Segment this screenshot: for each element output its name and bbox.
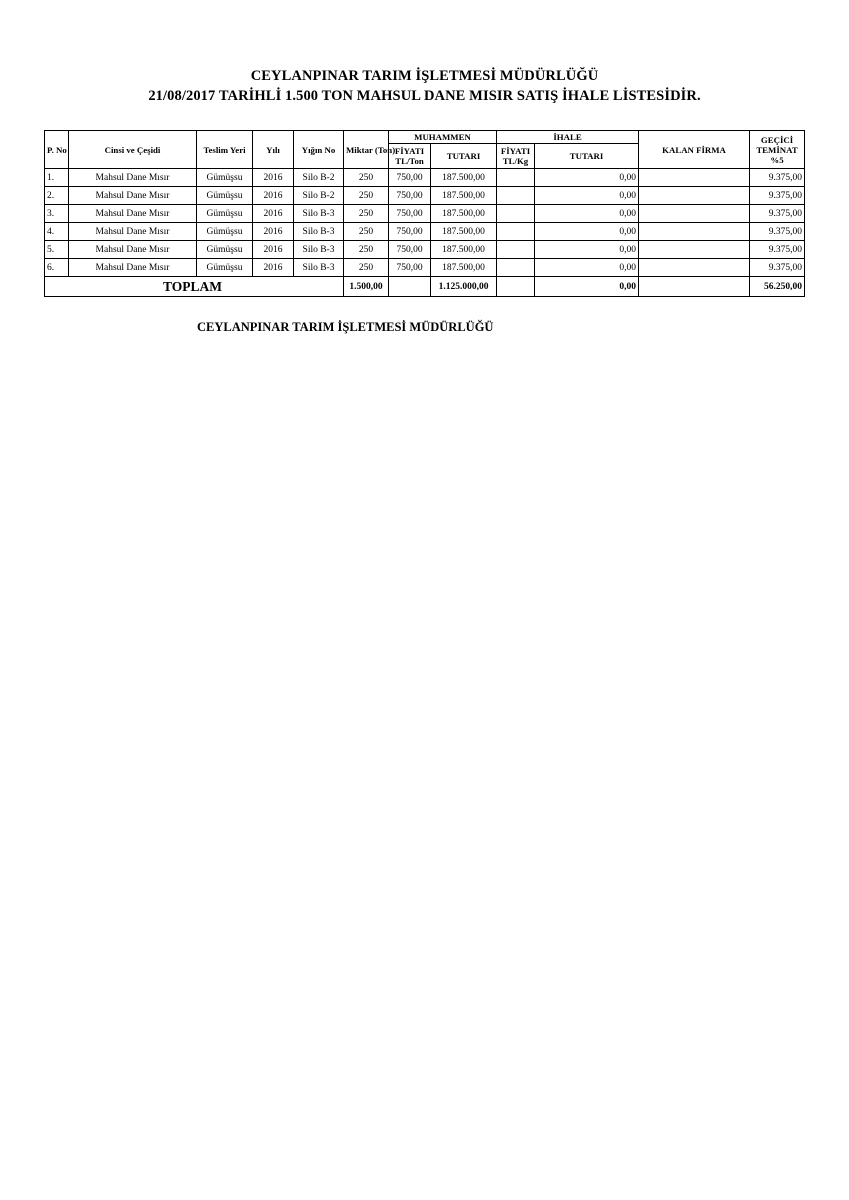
header-kalan-firma: KALAN FİRMA <box>639 131 750 169</box>
header-muhammen-tutari: TUTARI <box>431 144 497 169</box>
row-cinsi: Mahsul Dane Mısır <box>69 241 197 259</box>
row-ihale-tutar: 0,00 <box>535 187 639 205</box>
row-yil: 2016 <box>253 241 294 259</box>
row-cinsi: Mahsul Dane Mısır <box>69 187 197 205</box>
row-teminat: 9.375,00 <box>750 241 805 259</box>
signature-organization: CEYLANPINAR TARIM İŞLETMESİ MÜDÜRLÜĞÜ <box>197 320 494 334</box>
row-teminat: 9.375,00 <box>750 259 805 277</box>
row-teslim: Gümüşsu <box>197 169 253 187</box>
total-ihale-tutar: 0,00 <box>535 277 639 297</box>
row-teslim: Gümüşsu <box>197 205 253 223</box>
header-yili: Yılı <box>253 131 294 169</box>
header-cinsi: Cinsi ve Çeşidi <box>69 131 197 169</box>
header-yigin-no: Yığın No <box>294 131 344 169</box>
header-muhammen: MUHAMMEN <box>389 131 497 144</box>
table-row <box>45 187 805 205</box>
row-ihale-fiyat <box>497 205 535 223</box>
row-yigin: Silo B-2 <box>294 187 344 205</box>
row-muhammen-tutar: 187.500,00 <box>431 259 497 277</box>
header-ihale-fiyati: FİYATI TL/Kg <box>497 144 535 169</box>
total-ihale-fiyat <box>497 277 535 297</box>
table-row <box>45 205 805 223</box>
table-row <box>45 241 805 259</box>
row-kalan-firma <box>639 169 750 187</box>
row-teslim: Gümüşsu <box>197 223 253 241</box>
table-row <box>45 223 805 241</box>
row-yil: 2016 <box>253 223 294 241</box>
row-ihale-fiyat <box>497 259 535 277</box>
row-yil: 2016 <box>253 187 294 205</box>
row-miktar: 250 <box>344 169 389 187</box>
row-cinsi: Mahsul Dane Mısır <box>69 169 197 187</box>
row-teminat: 9.375,00 <box>750 223 805 241</box>
row-teslim: Gümüşsu <box>197 241 253 259</box>
row-muhammen-fiyat: 750,00 <box>389 205 431 223</box>
header-ihale-tutari: TUTARI <box>535 144 639 169</box>
row-yigin: Silo B-3 <box>294 205 344 223</box>
table-header-row <box>45 131 805 144</box>
row-ihale-fiyat <box>497 187 535 205</box>
row-cinsi: Mahsul Dane Mısır <box>69 259 197 277</box>
row-ihale-tutar: 0,00 <box>535 259 639 277</box>
header-p-no: P. No <box>45 131 69 169</box>
row-muhammen-fiyat: 750,00 <box>389 223 431 241</box>
total-miktar: 1.500,00 <box>344 277 389 297</box>
row-teminat: 9.375,00 <box>750 169 805 187</box>
row-kalan-firma <box>639 187 750 205</box>
row-teminat: 9.375,00 <box>750 187 805 205</box>
table-row <box>45 259 805 277</box>
total-muhammen-tutar: 1.125.000,00 <box>431 277 497 297</box>
row-muhammen-fiyat: 750,00 <box>389 259 431 277</box>
row-miktar: 250 <box>344 241 389 259</box>
document-title: CEYLANPINAR TARIM İŞLETMESİ MÜDÜRLÜĞÜ <box>250 68 599 84</box>
total-kalan-firma <box>639 277 750 297</box>
row-yil: 2016 <box>253 205 294 223</box>
header-ihale: İHALE <box>497 131 639 144</box>
row-teslim: Gümüşsu <box>197 187 253 205</box>
row-ihale-tutar: 0,00 <box>535 205 639 223</box>
row-ihale-fiyat <box>497 223 535 241</box>
row-yigin: Silo B-3 <box>294 241 344 259</box>
header-miktar: Miktar (Ton) <box>344 131 389 169</box>
header-gecici-teminat: GEÇİCİ TEMİNAT %5 <box>750 131 805 169</box>
row-ihale-fiyat <box>497 169 535 187</box>
row-miktar: 250 <box>344 205 389 223</box>
total-row <box>45 277 805 297</box>
row-ihale-tutar: 0,00 <box>535 241 639 259</box>
row-miktar: 250 <box>344 223 389 241</box>
row-yigin: Silo B-3 <box>294 259 344 277</box>
row-yil: 2016 <box>253 169 294 187</box>
table-row <box>45 169 805 187</box>
total-label: TOPLAM <box>45 277 344 297</box>
row-no: 6. <box>45 259 69 277</box>
header-teslim-yeri: Teslim Yeri <box>197 131 253 169</box>
row-muhammen-tutar: 187.500,00 <box>431 223 497 241</box>
row-muhammen-fiyat: 750,00 <box>389 187 431 205</box>
tender-list-table <box>44 130 805 297</box>
row-yigin: Silo B-3 <box>294 223 344 241</box>
row-no: 2. <box>45 187 69 205</box>
row-muhammen-fiyat: 750,00 <box>389 241 431 259</box>
row-kalan-firma <box>639 259 750 277</box>
row-muhammen-fiyat: 750,00 <box>389 169 431 187</box>
row-miktar: 250 <box>344 259 389 277</box>
row-no: 4. <box>45 223 69 241</box>
row-no: 1. <box>45 169 69 187</box>
row-no: 3. <box>45 205 69 223</box>
total-teminat: 56.250,00 <box>750 277 805 297</box>
row-miktar: 250 <box>344 187 389 205</box>
row-teminat: 9.375,00 <box>750 205 805 223</box>
row-muhammen-tutar: 187.500,00 <box>431 241 497 259</box>
row-yil: 2016 <box>253 259 294 277</box>
row-kalan-firma <box>639 241 750 259</box>
row-kalan-firma <box>639 223 750 241</box>
total-muhammen-fiyat <box>389 277 431 297</box>
row-muhammen-tutar: 187.500,00 <box>431 169 497 187</box>
header-muhammen-fiyati: FİYATI TL/Ton <box>389 144 431 169</box>
row-muhammen-tutar: 187.500,00 <box>431 187 497 205</box>
row-teslim: Gümüşsu <box>197 259 253 277</box>
row-yigin: Silo B-2 <box>294 169 344 187</box>
row-no: 5. <box>45 241 69 259</box>
row-ihale-tutar: 0,00 <box>535 169 639 187</box>
row-kalan-firma <box>639 205 750 223</box>
row-cinsi: Mahsul Dane Mısır <box>69 223 197 241</box>
row-cinsi: Mahsul Dane Mısır <box>69 205 197 223</box>
row-muhammen-tutar: 187.500,00 <box>431 205 497 223</box>
row-ihale-fiyat <box>497 241 535 259</box>
document-subtitle: 21/08/2017 TARİHLİ 1.500 TON MAHSUL DANE MISIR SATIŞ İHALE LİSTESİDİR. <box>148 88 701 104</box>
row-ihale-tutar: 0,00 <box>535 223 639 241</box>
